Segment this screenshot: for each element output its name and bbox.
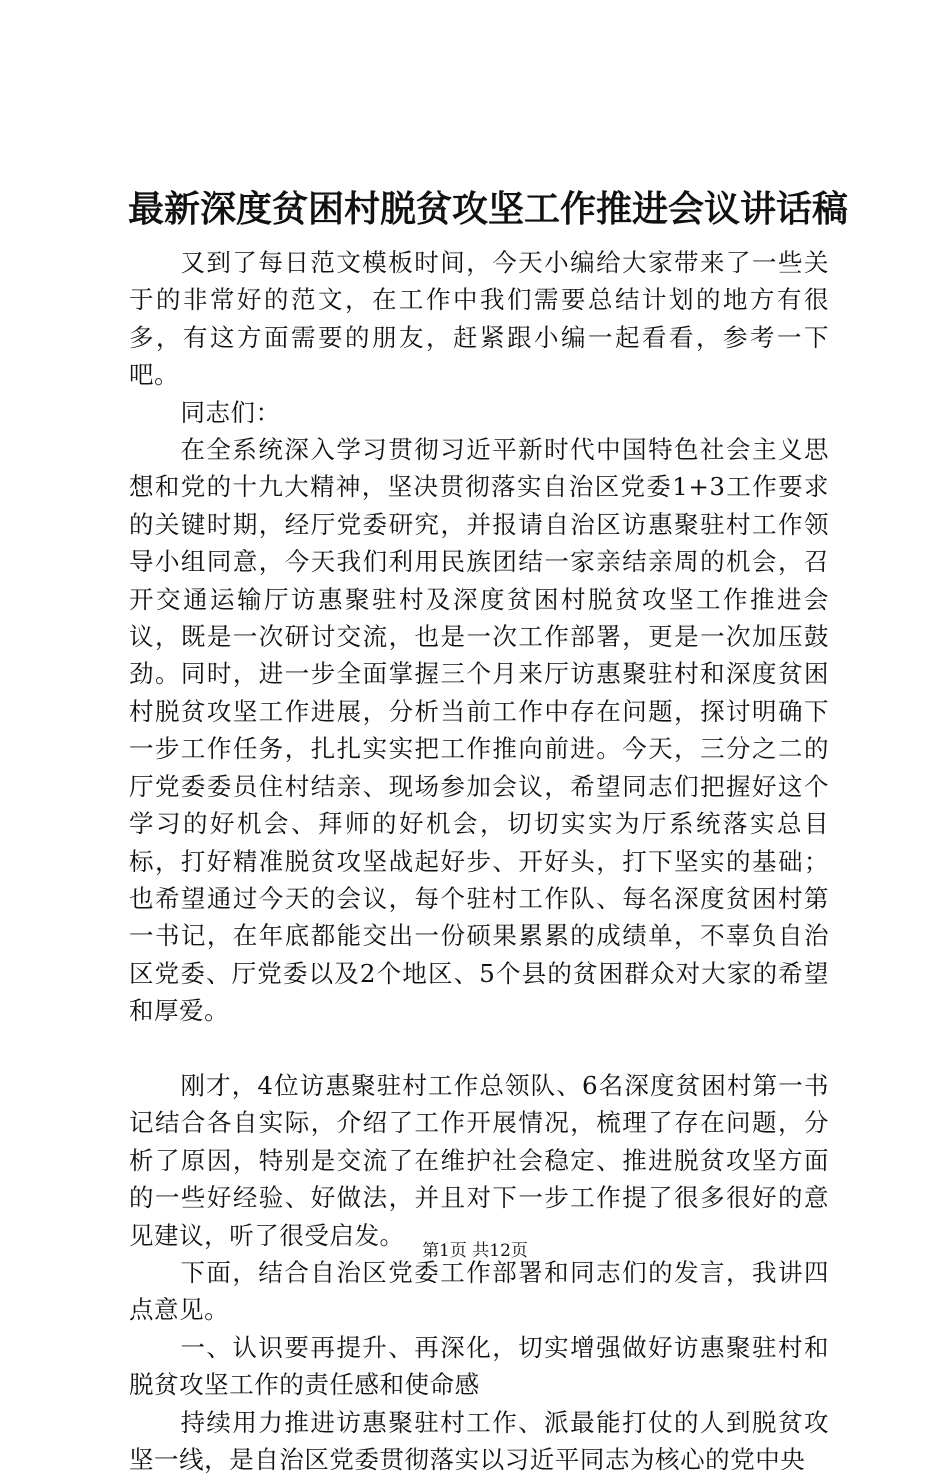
body-paragraph: 下面，结合自治区党委工作部署和同志们的发言，我讲四点意见。 [129, 1257, 829, 1325]
document-body [129, 244, 829, 1478]
section-heading: 一、认识要再提升、再深化，切实增强做好访惠聚驻村和脱贫攻坚工作的责任感和使命感 [129, 1332, 829, 1400]
body-paragraph: 在全系统深入学习贯彻习近平新时代中国特色社会主义思想和党的十九大精神，坚决贯彻落实自治区党委1+3工作要求的关键时期，经厅党委研究，并报请自治区访惠聚驻村工作领导小组同意，今天我们利用民族团结一家亲结亲周的机会，召开交通运输厅访惠聚驻村及深度贫困村脱贫攻坚工作推进会议，既是一次研讨交流，也是一次工作部署，更是一次加压鼓劲。同时，进一步全面掌握三个月来厅访惠聚驻村和深度贫困村脱贫攻坚工作进展，分析当前工作中存在问题，探讨明确下一步工作任务，扎扎实实把工作推向前进。今天，三分之二的厅党委委员住村结亲、现场参加会议，希望同志们把握好这个学习的好机会、拜师的好机会，切切实实为厅系统落实总目标，打好精准脱贫攻坚战起好步、开好头，打下坚实的基础；也希望通过今天的会议，每个驻村工作队、每名深度贫困村第一书记，在年底都能交出一份硕果累累的成绩单，不辜负自治区党委、厅党委以及2个地区、5个县的贫困群众对大家的希望和厚爱。 [129, 435, 829, 1026]
document-title: 最新深度贫困村脱贫攻坚工作推进会议讲话稿 [128, 188, 849, 230]
body-paragraph: 刚才，4位访惠聚驻村工作总领队、6名深度贫困村第一书记结合各自实际，介绍了工作开展情况，梳理了存在问题，分析了原因，特别是交流了在维护社会稳定、推进脱贫攻坚方面的一些好经验、好做法，并且对下一步工作提了很多很好的意见建议，听了很受启发。 [129, 1070, 829, 1250]
body-paragraph: 持续用力推进访惠聚驻村工作、派最能打仗的人到脱贫攻坚一线，是自治区党委贯彻落实以习近平同志为核心的党中央 [129, 1407, 829, 1474]
intro-paragraph: 又到了每日范文模板时间，今天小编给大家带来了一些关于的非常好的范文，在工作中我们需要总结计划的地方有很多，有这方面需要的朋友，赶紧跟小编一起看看，参考一下吧。 [129, 248, 829, 390]
paragraph-spacer [129, 1030, 829, 1067]
salutation: 同志们： [180, 397, 281, 427]
page-footer: 第1页 共12页 [422, 1241, 528, 1261]
